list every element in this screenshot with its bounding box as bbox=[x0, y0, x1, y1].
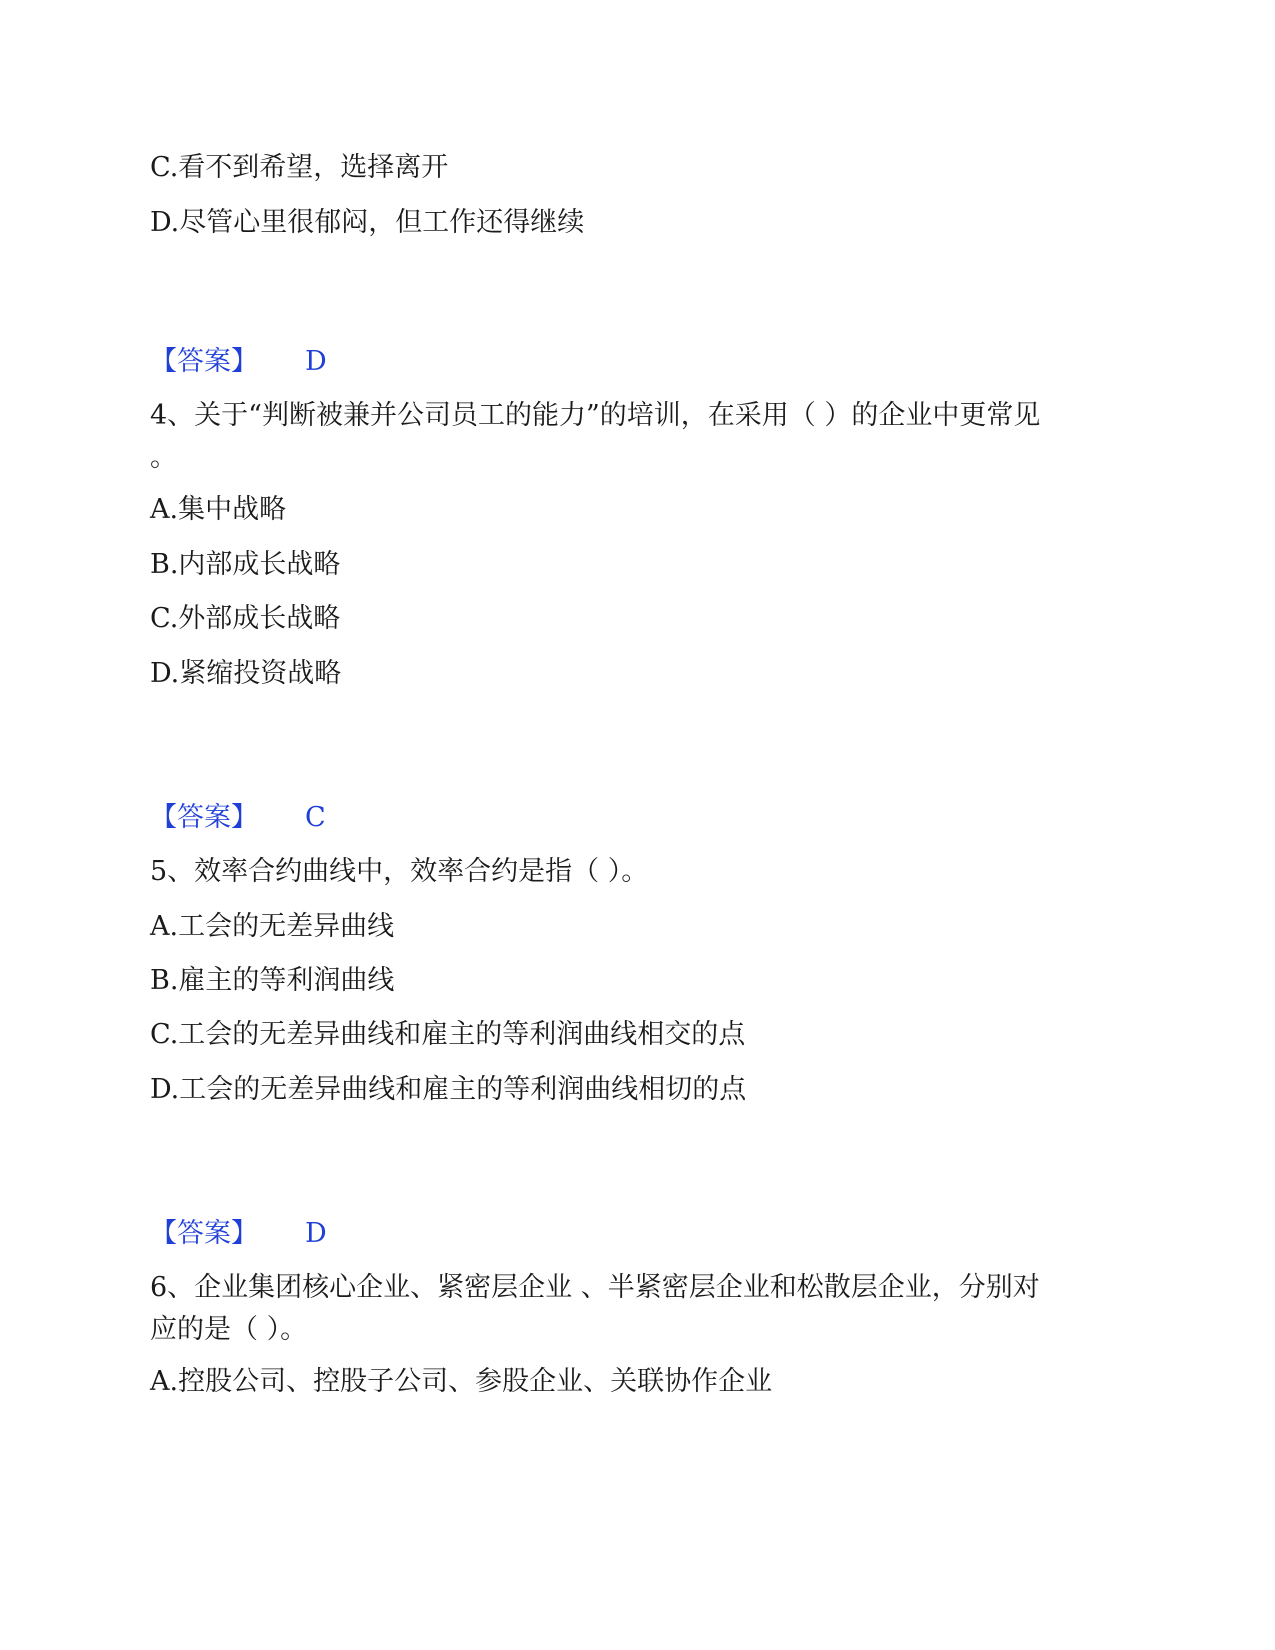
q6-stem-line2: 应的是（ ）。 bbox=[150, 1314, 308, 1345]
q6-option-a: A.控股公司、控股子公司、参股企业、关联协作企业 bbox=[150, 1366, 773, 1397]
q4-option-c: C.外部成长战略 bbox=[150, 603, 341, 634]
answer-value: D bbox=[305, 1218, 327, 1249]
q5-answer bbox=[150, 1216, 327, 1252]
q4-option-b: B.内部成长战略 bbox=[150, 549, 341, 580]
q4-answer bbox=[150, 800, 326, 836]
q6-stem-line1: 6、企业集团核心企业、紧密层企业 、半紧密层企业和松散层企业，分别对 bbox=[150, 1272, 1040, 1303]
q5-stem: 5、效率合约曲线中，效率合约是指（ ）。 bbox=[150, 856, 649, 887]
q4-option-a: A.集中战略 bbox=[150, 494, 287, 525]
q3-option-c: C.看不到希望，选择离开 bbox=[150, 152, 449, 183]
q4-stem-line1: 4、关于“判断被兼并公司员工的能力”的培训，在采用（ ）的企业中更常见 bbox=[150, 400, 1041, 431]
q3-option-d: D.尽管心里很郁闷，但工作还得继续 bbox=[150, 207, 585, 238]
answer-value: C bbox=[305, 802, 326, 833]
q5-option-d: D.工会的无差异曲线和雇主的等利润曲线相切的点 bbox=[150, 1074, 747, 1105]
answer-value: D bbox=[305, 346, 327, 377]
answer-label: 【答案】 bbox=[150, 346, 258, 377]
q5-option-b: B.雇主的等利润曲线 bbox=[150, 965, 395, 996]
answer-label: 【答案】 bbox=[150, 802, 258, 833]
answer-label: 【答案】 bbox=[150, 1218, 258, 1249]
q4-stem-line2: 。 bbox=[150, 442, 177, 473]
q5-option-c: C.工会的无差异曲线和雇主的等利润曲线相交的点 bbox=[150, 1019, 746, 1050]
q3-answer bbox=[150, 344, 327, 380]
q5-option-a: A.工会的无差异曲线 bbox=[150, 911, 395, 942]
q4-option-d: D.紧缩投资战略 bbox=[150, 658, 342, 689]
